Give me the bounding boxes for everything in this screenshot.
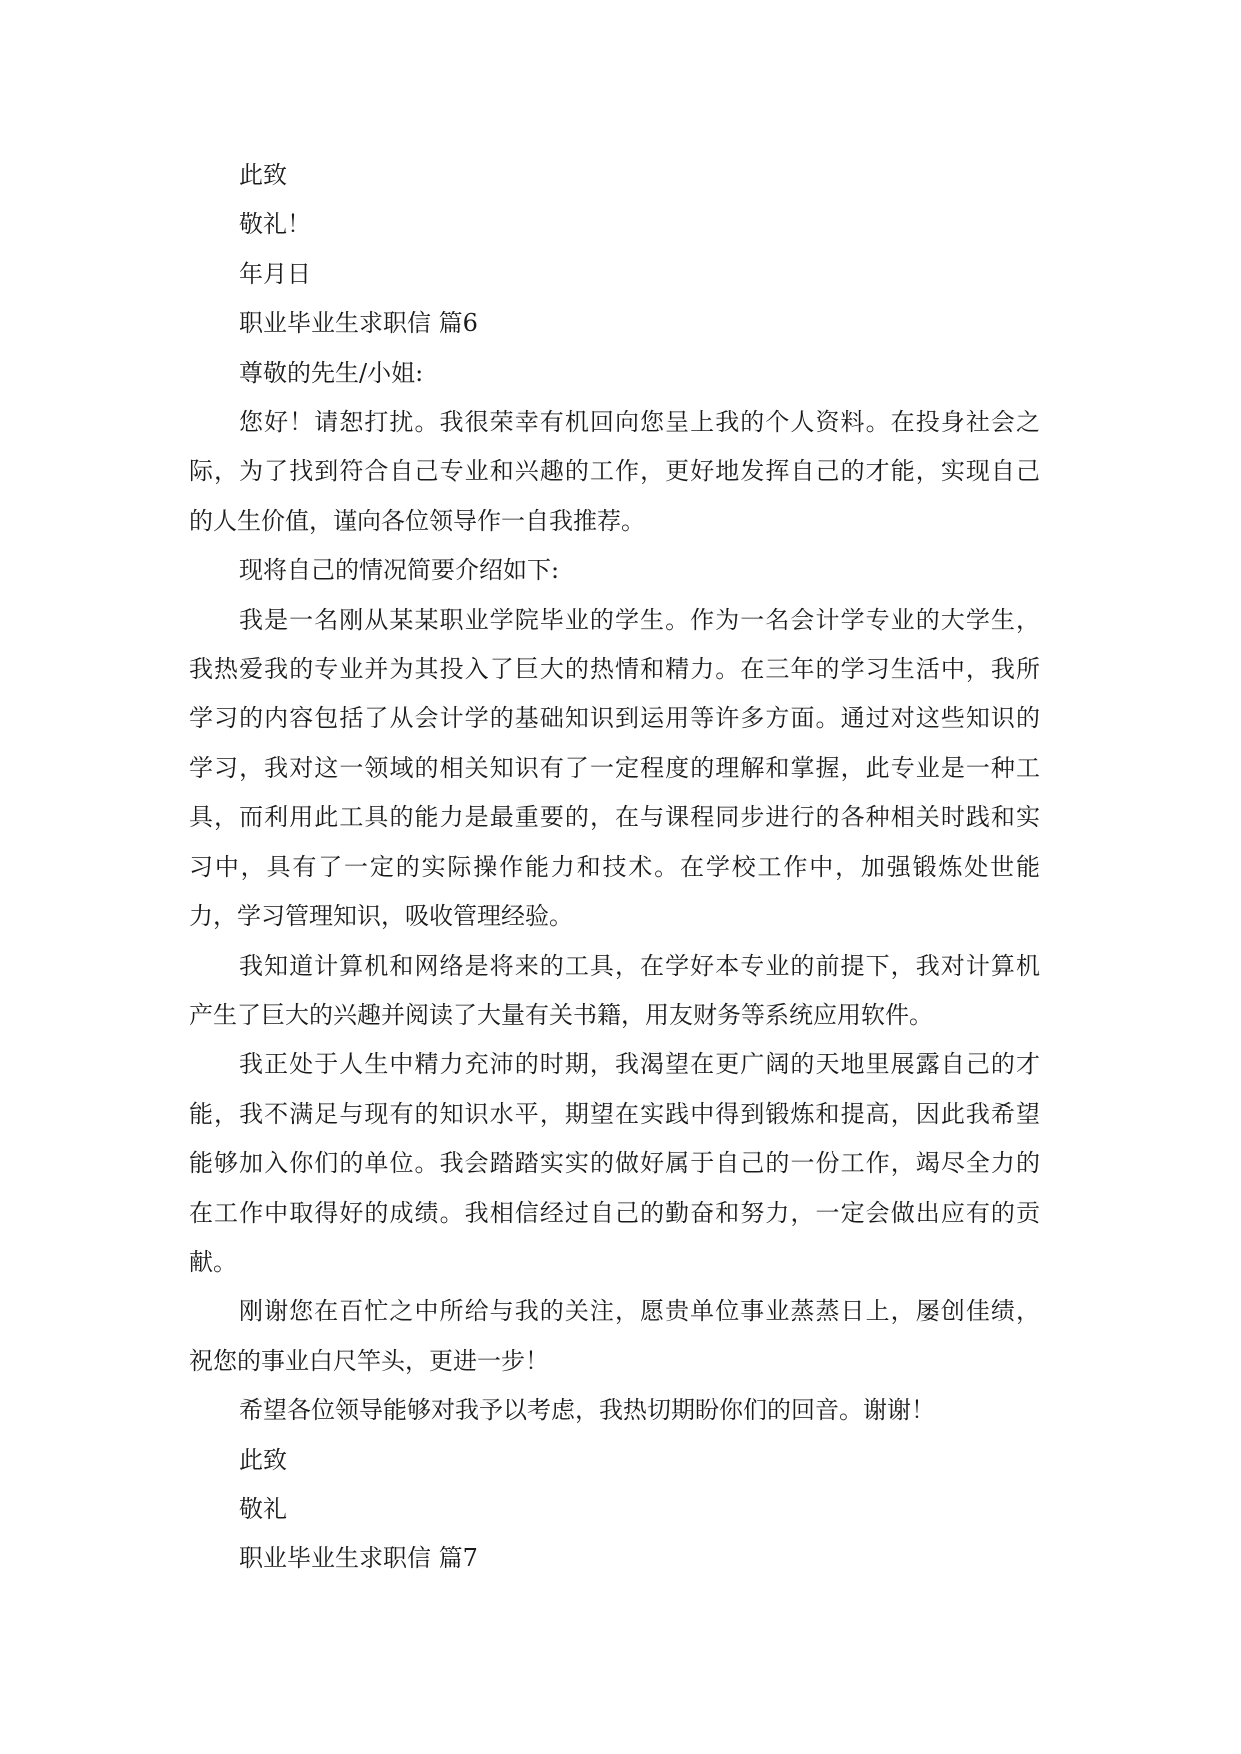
paragraph-line: 刚谢您在百忙之中所给与我的关注，愿贵单位事业蒸蒸日上，屡创佳绩， — [239, 1297, 1040, 1326]
paragraph-line: 际，为了找到符合自己专业和兴趣的工作，更好地发挥自己的才能，实现自己 — [189, 457, 1040, 486]
paragraph-line: 祝您的事业白尺竿头，更进一步！ — [189, 1346, 549, 1375]
section-title: 职业毕业生求职信 篇7 — [239, 1544, 478, 1573]
paragraph-line: 力，学习管理知识，吸收管理经验。 — [189, 902, 573, 931]
paragraph-line: 在工作中取得好的成绩。我相信经过自己的勤奋和努力，一定会做出应有的贡 — [189, 1198, 1040, 1227]
closing-regards: 敬礼 — [239, 1494, 287, 1523]
document-body — [189, 151, 1040, 1584]
paragraph-line: 产生了巨大的兴趣并阅读了大量有关书籍，用友财务等系统应用软件。 — [189, 1000, 933, 1029]
paragraph-line: 我知道计算机和网络是将来的工具，在学好本专业的前提下，我对计算机 — [239, 951, 1040, 980]
paragraph-line: 习中，具有了一定的实际操作能力和技术。在学校工作中，加强锻炼处世能 — [189, 852, 1040, 881]
paragraph-line: 具，而利用此工具的能力是最重要的，在与课程同步进行的各种相关时践和实 — [189, 803, 1040, 832]
date-line: 年月日 — [239, 259, 311, 288]
paragraph-line: 的人生价值，谨向各位领导作一自我推荐。 — [189, 506, 645, 535]
paragraph-line: 现将自己的情况简要介绍如下: — [239, 556, 560, 585]
paragraph-line: 学习的内容包括了从会计学的基础知识到运用等许多方面。通过对这些知识的 — [189, 704, 1040, 733]
paragraph-line: 我正处于人生中精力充沛的时期，我渴望在更广阔的天地里展露自己的才 — [239, 1050, 1040, 1079]
paragraph-line: 献。 — [189, 1247, 237, 1276]
paragraph — [189, 546, 1040, 595]
paragraph — [189, 1287, 1040, 1386]
paragraph — [189, 942, 1040, 1041]
paragraph-line: 学习，我对这一领域的相关知识有了一定程度的理解和掌握，此专业是一种工 — [189, 753, 1040, 782]
paragraph — [189, 398, 1040, 546]
paragraph-line: 我是一名刚从某某职业学院毕业的学生。作为一名会计学专业的大学生， — [239, 605, 1040, 634]
greeting: 尊敬的先生/小姐: — [239, 358, 424, 387]
section-title: 职业毕业生求职信 篇6 — [239, 309, 478, 338]
closing-regards: 敬礼！ — [239, 210, 311, 239]
closing-salutation: 此致 — [239, 161, 287, 189]
paragraph-line: 您好！请恕打扰。我很荣幸有机回向您呈上我的个人资料。在投身社会之 — [239, 408, 1040, 437]
paragraph — [189, 596, 1040, 942]
paragraph-line: 我热爱我的专业并为其投入了巨大的热情和精力。在三年的学习生活中，我所 — [189, 655, 1040, 684]
paragraph — [189, 1386, 1040, 1435]
closing-salutation: 此致 — [239, 1445, 287, 1474]
paragraph-line: 希望各位领导能够对我予以考虑，我热切期盼你们的回音。谢谢！ — [239, 1396, 935, 1425]
paragraph — [189, 1040, 1040, 1287]
paragraph-line: 能，我不满足与现有的知识水平，期望在实践中得到锻炼和提高，因此我希望 — [189, 1099, 1040, 1128]
paragraph-line: 能够加入你们的单位。我会踏踏实实的做好属于自己的一份工作，竭尽全力的 — [189, 1149, 1040, 1178]
